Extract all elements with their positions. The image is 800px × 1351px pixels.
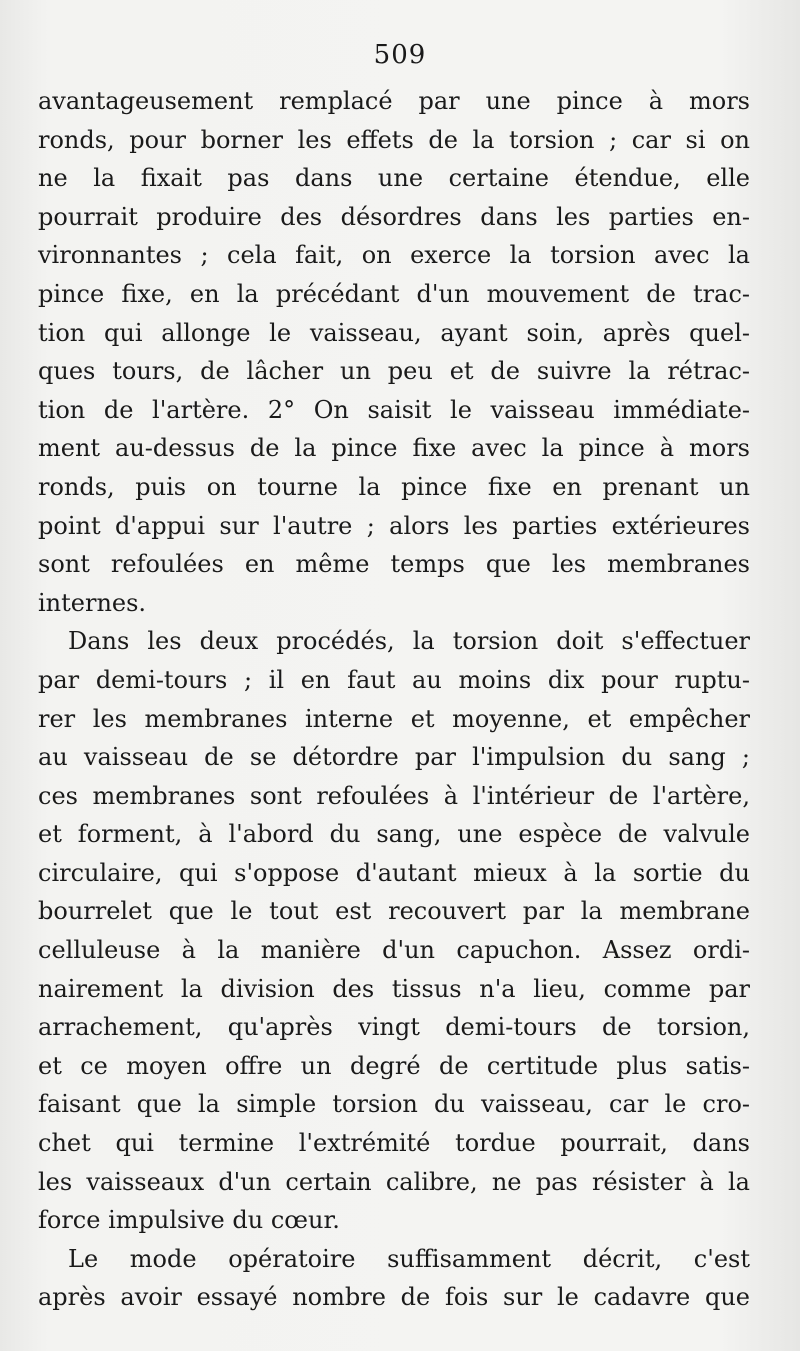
paragraph <box>38 1240 750 1317</box>
text-line: tion de l'artère. 2° On saisit le vaisseau immédiate- <box>38 395 750 424</box>
text-line: circulaire, qui s'oppose d'autant mieux à la sortie du <box>38 858 750 887</box>
text-line: internes. <box>38 588 147 617</box>
text-line: Le mode opératoire suffisamment décrit, c'est <box>68 1244 750 1273</box>
text-line: arrachement, qu'après vingt demi-tours de torsion, <box>38 1013 750 1042</box>
text-line: chet qui termine l'extrémité tordue pourrait, dans <box>38 1129 750 1158</box>
paragraph <box>38 622 750 1240</box>
text-line: tion qui allonge le vaisseau, ayant soin, après quel- <box>38 318 750 347</box>
text-line: sont refoulées en même temps que les membranes <box>38 550 750 579</box>
text-line: celluleuse à la manière d'un capuchon. Assez ordi- <box>38 936 750 965</box>
text-line: ces membranes sont refoulées à l'intérieur de l'artère, <box>38 781 750 810</box>
text-line: pourrait produire des désordres dans les parties en- <box>38 202 750 231</box>
text-line: et forment, à l'abord du sang, une espèce de valvule <box>38 820 750 849</box>
text-line: ment au-dessus de la pince fixe avec la pince à mors <box>38 434 750 463</box>
text-line: nairement la division des tissus n'a lieu, comme par <box>38 974 750 1003</box>
text-line: au vaisseau de se détordre par l'impulsion du sang ; <box>38 743 750 772</box>
text-line: par demi-tours ; il en faut au moins dix pour ruptu- <box>38 665 750 694</box>
text-line: pince fixe, en la précédant d'un mouvement de trac- <box>38 279 750 308</box>
text-line: avantageusement remplacé par une pince à mors <box>38 87 750 115</box>
text-line: faisant que la simple torsion du vaisseau, car le cro- <box>38 1090 750 1119</box>
page-number: 509 <box>373 40 427 70</box>
body-text <box>38 82 750 1317</box>
text-line: bourrelet que le tout est recouvert par la membrane <box>38 897 750 926</box>
text-line: ne la fixait pas dans une certaine étendue, elle <box>38 164 750 193</box>
text-line: ronds, puis on tourne la pince fixe en prenant un <box>38 472 750 501</box>
text-line: après avoir essayé nombre de fois sur le cadavre que <box>38 1283 750 1312</box>
text-line: ques tours, de lâcher un peu et de suivre la rétrac- <box>38 357 750 386</box>
text-line: rer les membranes interne et moyenne, et empêcher <box>38 704 750 733</box>
paragraph <box>38 82 750 622</box>
text-line: vironnantes ; cela fait, on exerce la torsion avec la <box>38 241 750 270</box>
text-line: force impulsive du cœur. <box>38 1206 340 1235</box>
text-line: ronds, pour borner les effets de la torsion ; car si on <box>38 125 750 154</box>
text-line: Dans les deux procédés, la torsion doit s'effectuer <box>68 627 750 656</box>
text-line: point d'appui sur l'autre ; alors les parties extérieures <box>38 511 750 540</box>
text-line: les vaisseaux d'un certain calibre, ne pas résister à la <box>38 1167 750 1196</box>
text-line: et ce moyen offre un degré de certitude plus satis- <box>38 1051 750 1080</box>
